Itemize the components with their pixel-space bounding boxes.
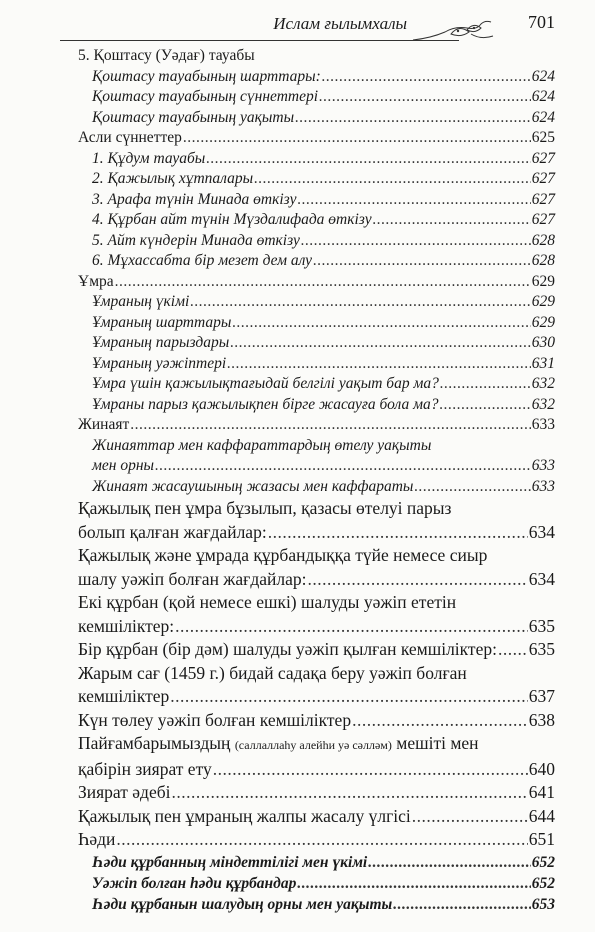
- toc-entry-title: Қажылық пен ұмраның жалпы жасалу үлгісі: [78, 805, 411, 826]
- dot-leader: [322, 67, 531, 88]
- toc-entry: [78, 272, 555, 293]
- dot-leader: [498, 638, 528, 662]
- header-title: Ислам ғылымхалы: [273, 14, 407, 33]
- toc-entry-title: Зиярат әдебі: [78, 782, 171, 802]
- toc-page-number: 629: [531, 272, 555, 290]
- toc-entry-title: Қоштасу тауабының уақыты: [92, 108, 295, 126]
- toc-entry-title: Ұмра үшін қажылықтағыдай белгілі уақыт бар ма?: [92, 375, 439, 392]
- toc-entry: [78, 169, 555, 190]
- toc-entry: [78, 251, 555, 272]
- toc-entry: [78, 292, 555, 313]
- title-part: Пайғамбарымыздың: [78, 733, 235, 753]
- toc-entry-title: Ұмраның шарттары: [92, 313, 232, 331]
- toc-entry: [78, 354, 555, 375]
- toc-entry: [78, 395, 555, 416]
- dot-leader: [308, 568, 528, 592]
- header-rule: [60, 40, 459, 41]
- dot-leader: [190, 292, 530, 313]
- toc-entry: [78, 521, 555, 545]
- toc-page-number: 638: [528, 709, 555, 730]
- toc-page-number: 632: [531, 375, 555, 392]
- dot-leader: [414, 477, 530, 498]
- dot-leader: [254, 169, 531, 190]
- toc-page-number: 627: [531, 190, 555, 208]
- toc-entry: [78, 477, 555, 498]
- toc-entry-title: мен орны: [92, 457, 155, 474]
- table-of-contents: [78, 46, 555, 915]
- dot-leader: [439, 395, 530, 416]
- toc-entry: [78, 415, 555, 436]
- toc-entry: [78, 456, 555, 477]
- dot-leader: [155, 456, 531, 477]
- toc-page-number: 633: [531, 416, 555, 433]
- toc-entry: [78, 231, 555, 252]
- toc-page-number: 624: [531, 88, 555, 105]
- dot-leader: [298, 190, 531, 211]
- toc-entry-title: шалу уәжіп болған жағдайлар:: [78, 568, 307, 589]
- toc-page-number: 629: [531, 293, 555, 310]
- dot-leader: [115, 272, 531, 293]
- dot-leader: [268, 521, 528, 545]
- toc-page-number: 637: [528, 686, 555, 706]
- toc-page-number: 625: [531, 129, 555, 146]
- toc-page-number: 635: [528, 639, 555, 659]
- toc-entry-title: Бір құрбан (бір дәм) шалуды уәжіп қылған кемшіліктер:: [78, 639, 497, 659]
- toc-entry: [78, 805, 555, 829]
- toc-entry-title: Ұмраның уәжіптері: [92, 354, 227, 372]
- toc-entry-title: Ұмраның үкімі: [92, 293, 190, 310]
- toc-entry: [78, 87, 555, 108]
- dot-leader: [352, 709, 528, 733]
- dot-leader: [313, 251, 531, 272]
- dot-leader: [213, 758, 528, 782]
- toc-entry: [78, 758, 555, 782]
- toc-entry-title: қабірін зиярат ету: [78, 758, 212, 779]
- toc-page-number: 628: [531, 252, 555, 269]
- toc-entry: [78, 615, 555, 639]
- toc-entry-title-line: [78, 732, 555, 758]
- toc-entry-title: 5. Айт күндерін Минада өткізу: [92, 231, 300, 249]
- toc-entry: [78, 828, 555, 852]
- toc-entry: [78, 210, 555, 231]
- toc-page-number: 641: [528, 782, 555, 802]
- dot-leader: [440, 374, 531, 395]
- toc-entry: [78, 638, 555, 662]
- toc-page-number: 628: [531, 231, 555, 249]
- dot-leader: [373, 210, 531, 231]
- toc-entry-title-line: Қажылық пен ұмра бұзылып, қазасы өтелуі парыз: [78, 498, 452, 518]
- toc-entry-title: Жинаят: [78, 416, 130, 433]
- dot-leader: [319, 87, 531, 108]
- toc-page-number: 653: [531, 895, 555, 913]
- toc-entry-title: 4. Құрбан айт түнін Мүздалифада өткізу: [92, 211, 372, 228]
- toc-entry: [78, 313, 555, 334]
- toc-entry-title: 5. Қоштасу (Уәдағ) тауабы: [78, 47, 255, 64]
- page-header: [60, 6, 555, 46]
- toc-entry: [78, 374, 555, 395]
- dot-leader: [183, 128, 531, 149]
- toc-entry-title-line: Жинаяттар мен каффараттардың өтелу уақыты: [92, 436, 432, 454]
- toc-page-number: 624: [531, 108, 555, 126]
- dot-leader: [227, 354, 531, 375]
- dot-leader: [116, 828, 527, 852]
- toc-entry: [78, 873, 555, 894]
- dot-leader: [412, 805, 528, 829]
- toc-page-number: 632: [531, 395, 555, 413]
- toc-entry-title-line: Жарым сағ (1459 г.) бидай садақа беру уәжіп болған: [78, 662, 467, 683]
- toc-entry-title: Һәди құрбанын шалудың орны мен уақыты: [92, 895, 393, 913]
- toc-entry-title: 6. Мұхассабта бір мезет дем алу: [92, 252, 313, 269]
- toc-page-number: 627: [531, 149, 555, 167]
- toc-page-number: 627: [531, 170, 555, 187]
- title-part: мешіті мен: [391, 733, 479, 753]
- toc-page-number: 624: [531, 67, 555, 85]
- dot-leader: [130, 415, 530, 436]
- toc-entry-title: Ұмраның парыздары: [92, 334, 230, 351]
- toc-entry-title: Асли сүннеттер: [78, 129, 182, 146]
- dot-leader: [393, 894, 530, 915]
- toc-entry: [78, 781, 555, 805]
- toc-page-number: 652: [531, 853, 555, 871]
- dot-leader: [171, 781, 527, 805]
- toc-entry-title: Қоштасу тауабының сүннеттері: [92, 88, 319, 105]
- toc-entry-title: 3. Арафа түнін Минада өткізу: [92, 190, 297, 208]
- dot-leader: [175, 615, 528, 639]
- dot-leader: [170, 685, 527, 709]
- dot-leader: [368, 852, 531, 873]
- toc-entry-title: Ұмраны парыз қажылықпен бірге жасауға бола ма?: [92, 395, 439, 413]
- toc-entry: [78, 190, 555, 211]
- toc-page-number: 627: [531, 211, 555, 228]
- toc-entry: [78, 46, 555, 67]
- dot-leader: [295, 108, 531, 129]
- dot-leader: [230, 333, 531, 354]
- toc-entry: [78, 852, 555, 873]
- toc-entry-title: Қоштасу тауабының шарттары:: [92, 67, 321, 85]
- toc-page-number: 629: [531, 313, 555, 331]
- toc-entry-title: 1. Құдум тауабы: [92, 149, 206, 167]
- toc-page-number: 631: [531, 354, 555, 372]
- dot-leader: [232, 313, 530, 334]
- toc-entry: [78, 128, 555, 149]
- toc-entry: [78, 333, 555, 354]
- dot-leader: [297, 873, 530, 894]
- page-number: 701: [528, 12, 555, 32]
- toc-entry-title: болып қалған жағдайлар:: [78, 521, 267, 542]
- toc-entry: [78, 709, 555, 733]
- toc-entry-title: Жинаят жасаушының жазасы мен каффараты: [92, 477, 414, 495]
- dot-leader: [206, 149, 530, 170]
- toc-page-number: 651: [528, 829, 555, 849]
- toc-entry-title: кемшіліктер:: [78, 615, 175, 636]
- toc-entry-title-line: Қажылық және ұмрада құрбандыққа түйе немесе сиыр: [78, 545, 488, 565]
- toc-entry-title: Уәжіп болған һәди құрбандар: [92, 874, 297, 892]
- toc-page-number: 634: [528, 568, 555, 589]
- toc-entry: [78, 108, 555, 129]
- toc-page-number: 633: [531, 457, 555, 474]
- toc-page-number: 644: [528, 805, 555, 826]
- toc-page-number: 640: [528, 758, 555, 779]
- toc-entry-title: Күн төлеу уәжіп болған кемшіліктер: [78, 709, 352, 730]
- toc-entry-title: Ұмра: [78, 272, 114, 290]
- toc-page-number: 634: [528, 521, 555, 542]
- toc-entry-title: кемшіліктер: [78, 686, 170, 706]
- toc-page-number: 630: [531, 334, 555, 351]
- toc-entry-title: 2. Қажылық хұтпалары: [92, 170, 254, 187]
- toc-entry-title: Һәди құрбанның міндеттілігі мен үкімі: [92, 853, 368, 871]
- toc-entry-title-line: Екі құрбан (қой немесе ешкі) шалуды уәжіп ететін: [78, 592, 457, 612]
- honorific: (саллаллаһу алейһи уә сәллəм): [234, 738, 392, 752]
- toc-entry: [78, 894, 555, 915]
- toc-page-number: 635: [528, 615, 555, 636]
- toc-entry-title: Һәди: [78, 829, 116, 849]
- toc-entry: [78, 149, 555, 170]
- dot-leader: [301, 231, 531, 252]
- toc-entry: [78, 67, 555, 88]
- toc-page-number: 633: [531, 477, 555, 495]
- toc-entry: [78, 568, 555, 592]
- toc-page-number: 652: [531, 874, 555, 892]
- toc-entry: [78, 685, 555, 709]
